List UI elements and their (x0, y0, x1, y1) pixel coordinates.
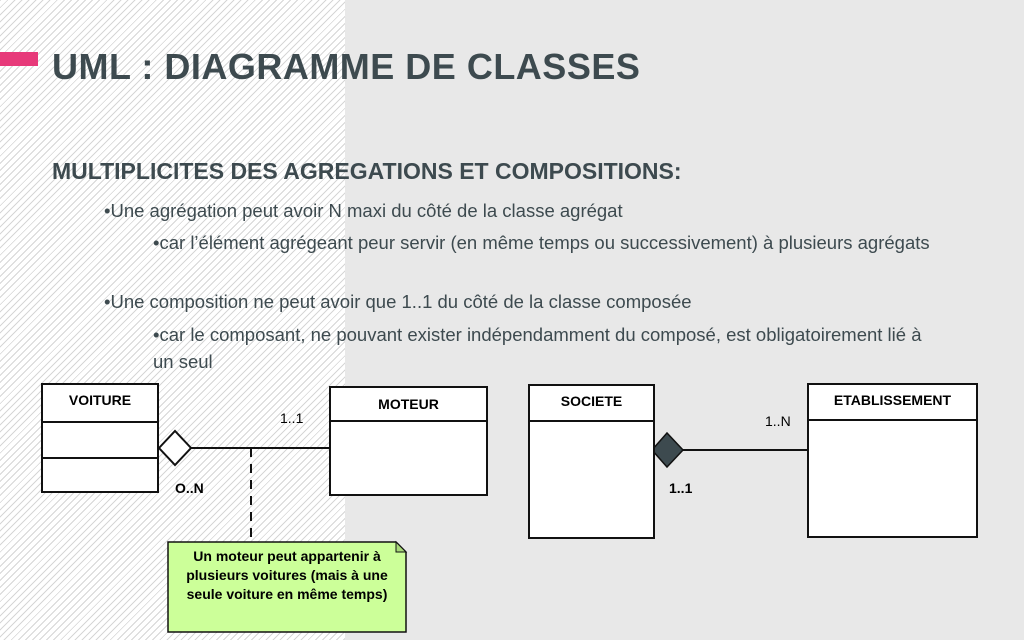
note-text: Un moteur peut appartenir à plusieurs voitures (mais à une seule voiture en même temps) (186, 548, 388, 602)
aggregation-diamond-icon (159, 431, 191, 465)
class-voiture (41, 383, 159, 493)
sub-bullet-aggregation: •car l’élément agrégeant peur servir (en même temps ou successivement) à plusieurs agrégats (153, 232, 930, 253)
class-societe (528, 384, 655, 539)
composition-diamond-icon (652, 433, 683, 467)
multiplicity-societe: 1..1 (669, 480, 693, 496)
slide-subtitle: MULTIPLICITES DES AGREGATIONS ET COMPOSITIONS: (52, 158, 682, 184)
class-moteur (329, 386, 488, 496)
bullet-composition: •Une composition ne peut avoir que 1..1 du côté de la classe composée (104, 291, 692, 312)
multiplicity-voiture: O..N (175, 480, 204, 496)
class-etablissement (807, 383, 978, 538)
class-attributes (43, 423, 157, 459)
slide-title: UML : DIAGRAMME DE CLASSES (52, 46, 641, 87)
class-name-societe: SOCIETE (530, 386, 653, 422)
multiplicity-etablissement: 1..N (765, 413, 791, 429)
bullet-aggregation: •Une agrégation peut avoir N maxi du côté de la classe agrégat (104, 200, 623, 221)
sub-bullet-composition: •car le composant, ne pouvant exister indépendamment du composé, est obligatoirement lié à un seul (153, 324, 922, 372)
class-name-etablissement: ETABLISSEMENT (809, 385, 976, 421)
multiplicity-moteur: 1..1 (280, 410, 304, 426)
class-name-moteur: MOTEUR (331, 388, 486, 422)
class-name-voiture: VOITURE (43, 385, 157, 423)
